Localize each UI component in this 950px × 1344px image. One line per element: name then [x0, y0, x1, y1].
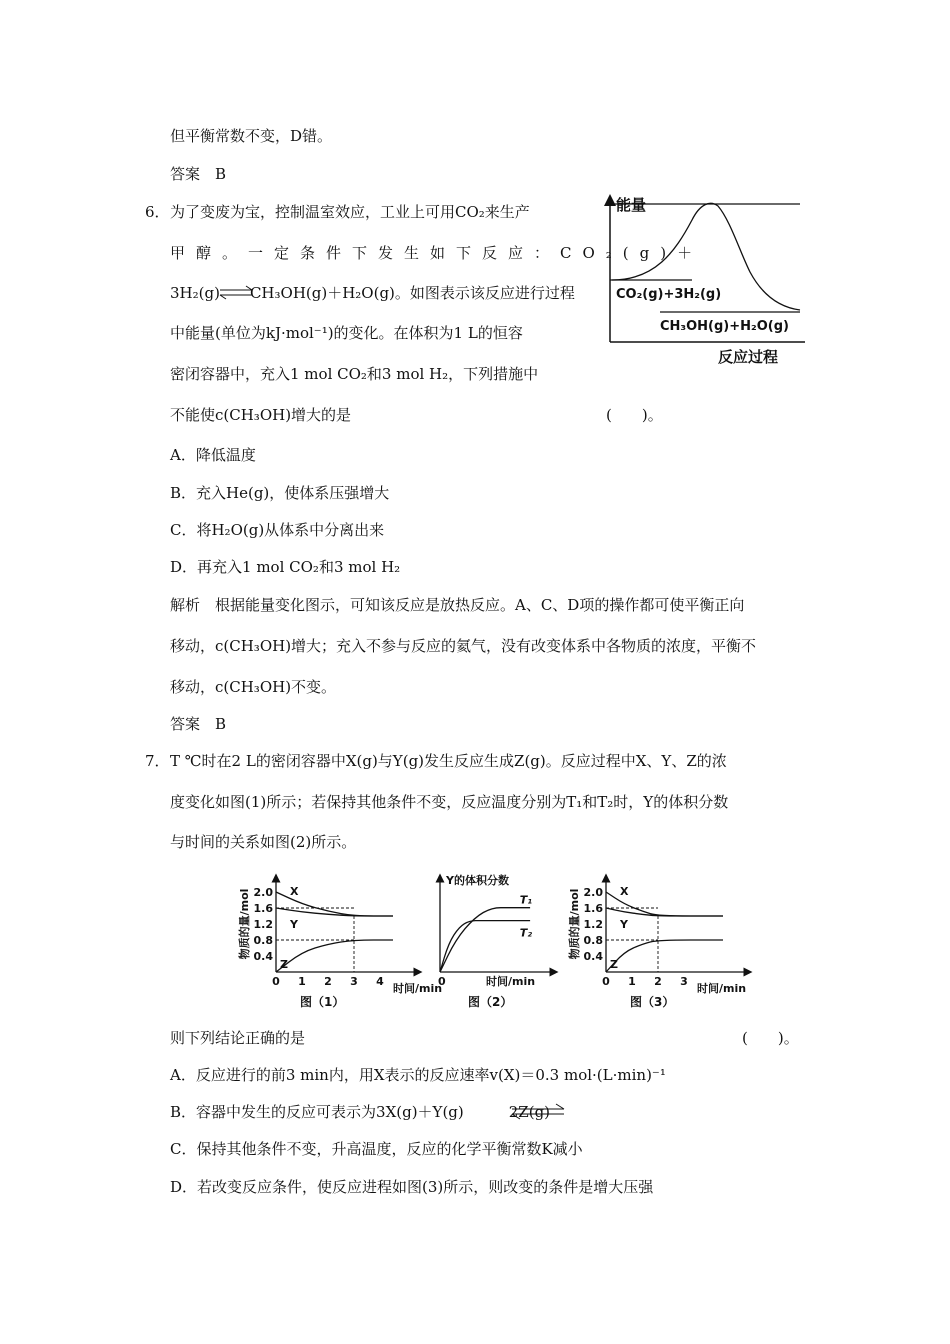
chart-3	[566, 872, 756, 1012]
y-axis-label: Y的体积分数	[446, 874, 509, 887]
option-c: C．保持其他条件不变，升高温度，反应的化学平衡常数K减小	[170, 1140, 583, 1158]
answer-blank: ( )。	[606, 406, 663, 424]
energy-diagram	[600, 192, 810, 370]
chart-title: 图（1）	[300, 995, 345, 1009]
y-tick-label: 1.2	[253, 918, 273, 931]
series-label-y: Y	[620, 918, 628, 931]
series-label-z: Z	[280, 958, 288, 971]
question-6-line: 甲醇。一定条件下发生如下反应：CO₂(g)＋	[170, 244, 704, 262]
x-tick-label: 2	[324, 975, 332, 988]
question-6-line: 不能使c(CH₃OH)增大的是	[170, 406, 352, 424]
y-tick-label: 2.0	[583, 886, 603, 899]
question-6-number: 6．	[145, 203, 170, 221]
question-7-line: 与时间的关系如图(2)所示。	[170, 833, 357, 851]
x-tick-label: 3	[680, 975, 688, 988]
option-d: D．若改变反应条件，使反应进程如图(3)所示，则改变的条件是增大压强	[170, 1178, 654, 1196]
x-tick-label: 2	[654, 975, 662, 988]
y-tick-label: 2.0	[253, 886, 273, 899]
energy-ylabel: 能量	[616, 196, 647, 214]
text-line: 但平衡常数不变，D错。	[170, 127, 333, 145]
x-tick-label: 0	[272, 975, 280, 988]
x-axis-label: 时间/min	[486, 975, 536, 988]
chart-title: 图（3）	[630, 995, 675, 1009]
y-axis-label: 物质的量/mol	[238, 888, 251, 960]
option-b: B．充入He(g)，使体系压强增大	[170, 484, 390, 502]
series-line-z	[276, 940, 393, 972]
x-tick-label: 0	[602, 975, 610, 988]
product-label: CH₃OH(g)+H₂O(g)	[660, 319, 789, 334]
series-label-y: Y	[290, 918, 298, 931]
series-line-t1	[440, 908, 530, 972]
question-7-line: 则下列结论正确的是	[170, 1029, 306, 1047]
energy-xlabel: 反应过程	[718, 348, 779, 366]
option-a: A．反应进行的前3 min内，用X表示的反应速率v(X)＝0.3 mol·(L·min)⁻¹	[170, 1066, 666, 1084]
answer-blank: ( )。	[742, 1029, 799, 1047]
question-6-line: 密闭容器中，充入1 mol CO₂和3 mol H₂，下列措施中	[170, 365, 539, 383]
option-a: A．降低温度	[170, 446, 256, 464]
reversible-arrow-icon	[508, 1103, 568, 1121]
y-tick-label: 0.4	[253, 950, 273, 963]
explanation-line: 移动，c(CH₃OH)增大；充入不参与反应的氦气，没有改变体系中各物质的浓度，平衡不	[170, 637, 757, 655]
series-label-x: X	[620, 885, 629, 898]
answer-5: 答案 B	[170, 165, 227, 183]
explanation-line: 解析 根据能量变化图示，可知该反应是放热反应。A、C、D项的操作都可使平衡正向	[170, 596, 745, 614]
series-label-x: X	[290, 885, 299, 898]
reactant-label: CO₂(g)+3H₂(g)	[616, 287, 722, 302]
x-tick-label: 0	[438, 975, 446, 988]
y-tick-label: 1.6	[253, 902, 273, 915]
option-d: D．再充入1 mol CO₂和3 mol H₂	[170, 558, 401, 576]
x-tick-label: 1	[298, 975, 306, 988]
x-axis-label: 时间/min	[697, 982, 747, 995]
series-label-t2: T₂	[519, 926, 533, 940]
y-tick-label: 0.4	[583, 950, 603, 963]
series-line-z	[606, 940, 723, 972]
chart-1	[236, 872, 443, 1012]
question-6-line: 中能量(单位为kJ·mol⁻¹)的变化。在体积为1 L的恒容	[170, 324, 523, 342]
question-6-line: 3H₂(g) CH₃OH(g)＋H₂O(g)。如图表示该反应进行过程	[170, 284, 575, 302]
series-label-z: Z	[610, 958, 618, 971]
series-label-t1: T₁	[519, 893, 533, 907]
question-7-line: 度变化如图(1)所示；若保持其他条件不变，反应温度分别为T₁和T₂时，Y的体积分数	[170, 793, 729, 811]
y-tick-label: 0.8	[253, 934, 273, 947]
reversible-arrow-icon	[218, 284, 254, 302]
y-axis-label: 物质的量/mol	[568, 888, 581, 960]
answer-6: 答案 B	[170, 715, 227, 733]
option-b: B．容器中发生的反应可表示为3X(g)＋Y(g) 2Z(g)	[170, 1103, 551, 1121]
y-tick-label: 0.8	[583, 934, 603, 947]
question-6-line: 为了变废为宝，控制温室效应，工业上可用CO₂来生产	[170, 203, 530, 221]
chart-title: 图（2）	[468, 995, 513, 1009]
explanation-line: 移动，c(CH₃OH)不变。	[170, 678, 337, 696]
x-tick-label: 4	[376, 975, 384, 988]
question-7-line: T ℃时在2 L的密闭容器中X(g)与Y(g)发生反应生成Z(g)。反应过程中X、Y、Z的浓	[170, 752, 727, 770]
chart-2	[428, 872, 558, 1012]
y-tick-label: 1.6	[583, 902, 603, 915]
x-axis-label: 时间/min	[393, 982, 443, 995]
question-7-number: 7．	[145, 752, 170, 770]
y-tick-label: 1.2	[583, 918, 603, 931]
option-c: C．将H₂O(g)从体系中分离出来	[170, 521, 385, 539]
x-tick-label: 1	[628, 975, 636, 988]
x-tick-label: 3	[350, 975, 358, 988]
